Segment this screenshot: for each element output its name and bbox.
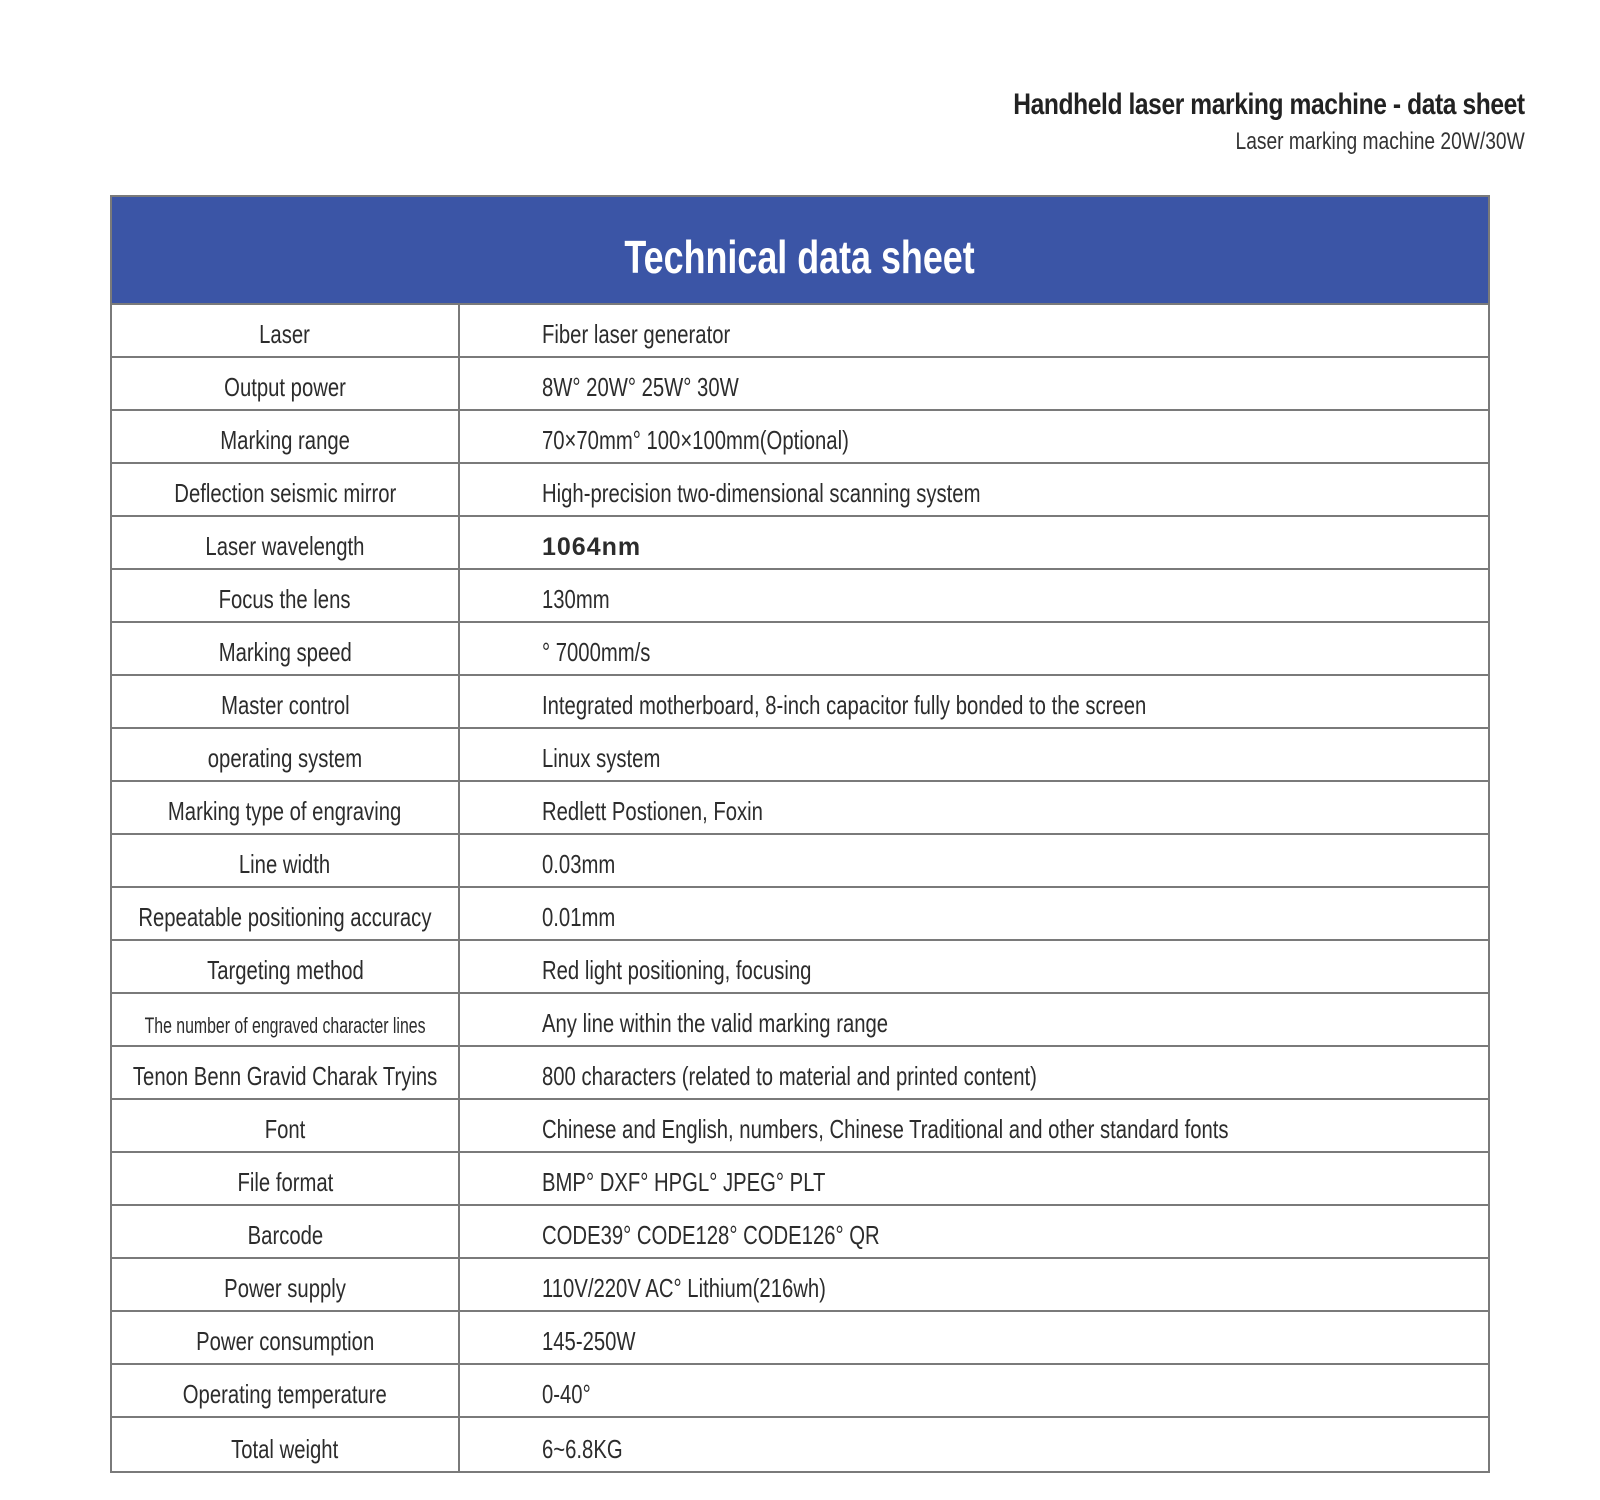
spec-value: 1064nm [542,533,642,561]
spec-label: Tenon Benn Gravid Charak Tryins [112,1047,460,1098]
technical-data-table [110,195,1490,1473]
spec-value: Any line within the valid marking range [542,1008,889,1038]
table-row [112,1206,1488,1259]
spec-label: Marking range [112,411,460,462]
spec-label: Focus the lens [112,570,460,621]
spec-label: Power consumption [112,1312,460,1363]
spec-label: Marking speed [112,623,460,674]
spec-label: Operating temperature [112,1365,460,1416]
spec-label: Output power [112,358,460,409]
spec-label: Laser wavelength [112,517,460,568]
table-row [112,1312,1488,1365]
table-row [112,782,1488,835]
table-row [112,1100,1488,1153]
spec-label: Line width [112,835,460,886]
table-row [112,941,1488,994]
table-row [112,1047,1488,1100]
table-row [112,305,1488,358]
spec-label: The number of engraved character lines [112,994,460,1045]
spec-label: Total weight [112,1418,460,1471]
spec-value: 70×70mm° 100×100mm(Optional) [542,425,849,455]
spec-value: 145-250W [542,1326,636,1356]
table-row [112,1153,1488,1206]
spec-label: Marking type of engraving [112,782,460,833]
table-row [112,464,1488,517]
table-title: Technical data sheet [624,231,976,283]
table-row [112,729,1488,782]
document-header [901,88,1525,156]
spec-label: Deflection seismic mirror [112,464,460,515]
spec-label: operating system [112,729,460,780]
table-row [112,888,1488,941]
spec-value: BMP° DXF° HPGL° JPEG° PLT [542,1167,826,1197]
spec-value: 800 characters (related to material and printed content) [542,1061,1037,1091]
spec-value: 110V/220V AC° Lithium(216wh) [542,1273,826,1303]
spec-label: Power supply [112,1259,460,1310]
spec-value: Redlett Postionen, Foxin [542,796,763,826]
document-subtitle: Laser marking machine 20W/30W [1235,128,1525,155]
table-row [112,1365,1488,1418]
spec-label: Font [112,1100,460,1151]
table-row [112,623,1488,676]
spec-label: Master control [112,676,460,727]
table-banner [112,197,1488,305]
spec-value: 0.01mm [542,902,616,932]
spec-value: 130mm [542,584,610,614]
spec-value: CODE39° CODE128° CODE126° QR [542,1220,880,1250]
document-title: Handheld laser marking machine - data sheet [1013,88,1525,121]
spec-value: Linux system [542,743,661,773]
table-row [112,835,1488,888]
spec-value: 0-40° [542,1379,591,1409]
table-row [112,517,1488,570]
spec-value: 8W° 20W° 25W° 30W [542,372,739,402]
table-row [112,570,1488,623]
spec-value: High-precision two-dimensional scanning system [542,478,981,508]
spec-value: ° 7000mm/s [542,637,651,667]
spec-value: 0.03mm [542,849,616,879]
spec-label: Barcode [112,1206,460,1257]
spec-label: Targeting method [112,941,460,992]
table-row [112,1418,1488,1471]
spec-value: Red light positioning, focusing [542,955,812,985]
spec-value: 6~6.8KG [542,1434,623,1464]
table-row [112,994,1488,1047]
spec-label: Laser [112,305,460,356]
table-row [112,676,1488,729]
table-row [112,1259,1488,1312]
spec-value: Fiber laser generator [542,319,731,349]
table-row [112,358,1488,411]
spec-label: Repeatable positioning accuracy [112,888,460,939]
spec-label: File format [112,1153,460,1204]
spec-value: Chinese and English, numbers, Chinese Traditional and other standard fonts [542,1114,1229,1144]
spec-value: Integrated motherboard, 8-inch capacitor fully bonded to the screen [542,690,1147,720]
table-row [112,411,1488,464]
